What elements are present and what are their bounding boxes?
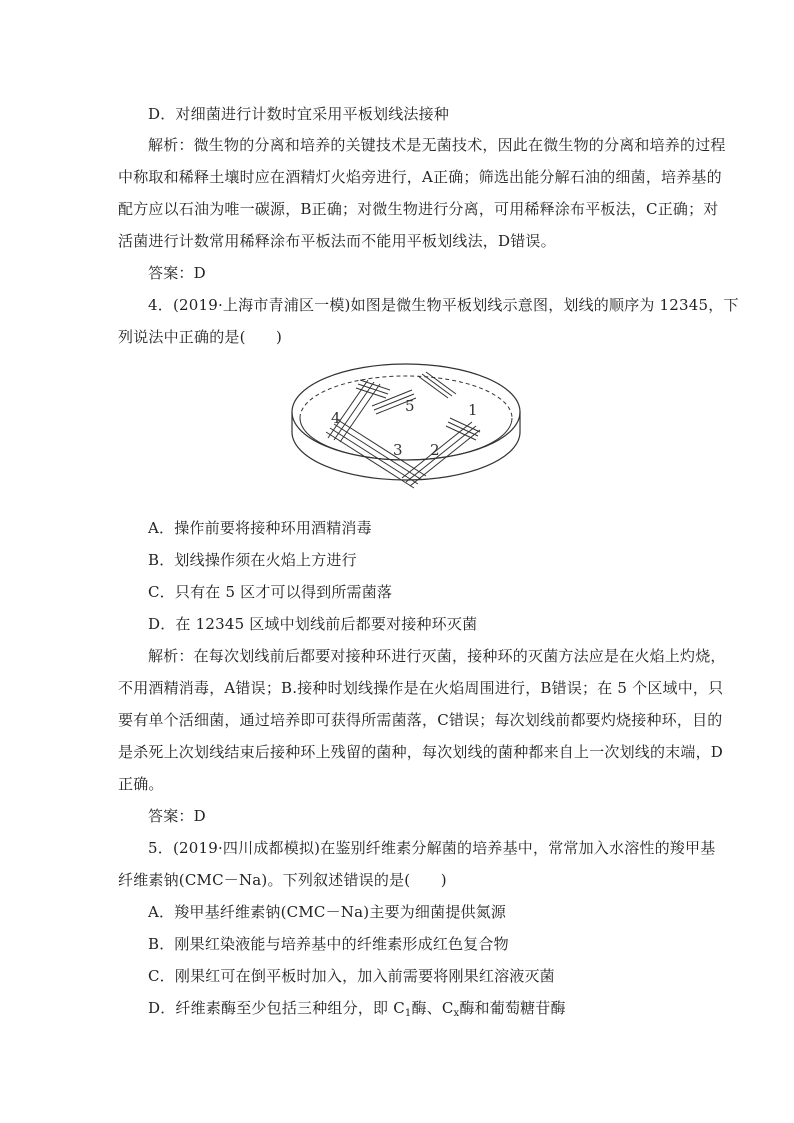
q4-analysis-line-1: 解析：在每次划线前后都要对接种环进行灭菌，接种环的灭菌方法应是在火焰上灼烧， <box>148 647 726 665</box>
label-region-5: 5 <box>405 397 415 415</box>
q3-answer: 答案：D <box>148 264 206 282</box>
label-region-2: 2 <box>430 441 440 459</box>
q5-option-d-sub-1: 1 <box>404 1008 412 1019</box>
q4-option-a: A．操作前要将接种环用酒精消毒 <box>148 519 372 537</box>
label-region-4: 4 <box>331 409 341 427</box>
label-region-3: 3 <box>393 441 403 459</box>
q4-analysis-line-3: 要有单个活细菌，通过培养即可获得所需菌落，C错误；每次划线前都要灼烧接种环，目的 <box>118 711 723 729</box>
q5-option-d-prefix: D．纤维素酶至少包括三种组分，即 C <box>148 999 405 1017</box>
q4-option-b: B．划线操作须在火焰上方进行 <box>148 551 357 569</box>
q5-stem-line-1: 5．(2019·四川成都模拟)在鉴别纤维素分解菌的培养基中，常常加入水溶性的羧甲基 <box>148 839 716 857</box>
q3-option-d: D．对细菌进行计数时宜采用平板划线法接种 <box>148 105 450 123</box>
q5-option-b: B．刚果红染液能与培养基中的纤维素形成红色复合物 <box>148 935 509 953</box>
streak-plate-diagram <box>290 360 522 492</box>
q4-analysis-line-5: 正确。 <box>118 775 164 793</box>
q3-analysis-line-4: 活菌进行计数常用稀释涂布平板法而不能用平板划线法，D错误。 <box>118 232 556 250</box>
q4-option-d: D．在 12345 区域中划线前后都要对接种环灭菌 <box>148 615 478 633</box>
q4-analysis-line-2: 不用酒精消毒，A错误；B.接种时划线操作是在火焰周围进行，B错误；在 5 个区域中，只 <box>118 679 724 697</box>
q4-stem-line-2: 列说法中正确的是( ) <box>118 328 283 346</box>
q5-option-d <box>148 998 566 1024</box>
q5-option-d-sub-x: x <box>453 1008 460 1019</box>
q5-option-d-mid: 酶、C <box>411 999 454 1017</box>
q4-answer: 答案：D <box>148 807 206 825</box>
q3-analysis-line-2: 中称取和稀释土壤时应在酒精灯火焰旁进行，A正确；筛选出能分解石油的细菌，培养基的 <box>118 168 722 186</box>
streak-region-1 <box>418 372 456 398</box>
q3-analysis-line-1: 解析：微生物的分离和培养的关键技术是无菌技术，因此在微生物的分离和培养的过程 <box>148 136 726 154</box>
q4-analysis-line-4: 是杀死上次划线结束后接种环上残留的菌种，每次划线的菌种都来自上一次划线的末端，D <box>118 743 724 761</box>
q5-stem-line-2: 纤维素钠(CMC－Na)。下列叙述错误的是( ) <box>118 871 447 889</box>
q5-option-d-suffix: 酶和葡萄糖苷酶 <box>459 999 566 1017</box>
q4-option-c: C．只有在 5 区才可以得到所需菌落 <box>148 583 393 601</box>
q3-analysis-line-3: 配方应以石油为唯一碳源，B正确；对微生物进行分离，可用稀释涂布平板法，C正确；对 <box>118 200 719 218</box>
q4-stem-line-1: 4．(2019·上海市青浦区一模)如图是微生物平板划线示意图，划线的顺序为 12345，下 <box>148 296 739 314</box>
q5-option-c: C．刚果红可在倒平板时加入，加入前需要将刚果红溶液灭菌 <box>148 967 555 985</box>
label-region-1: 1 <box>468 401 478 419</box>
q5-option-a: A．羧甲基纤维素钠(CMC－Na)主要为细菌提供氮源 <box>148 903 507 921</box>
